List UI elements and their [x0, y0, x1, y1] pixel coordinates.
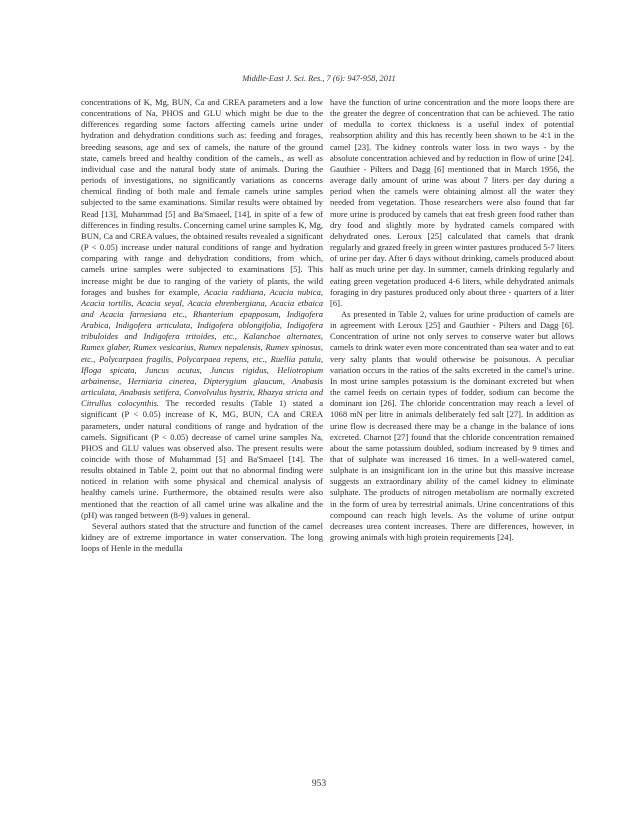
right-column — [330, 97, 574, 543]
left-paragraph-2: Several authors stated that the structure and function of the camel kidney are of extreme importance in water conservation. The long loops of Henle in the medulla — [81, 520, 323, 554]
right-paragraph-2: As presented in Table 2, values for urine production of camels are in agreement with Leroux [25] and Gauthier - Pilters and Dagg [6]. Concentration of urine not only serves to conserve water but allows camels to drink water even more concentrated than sea water and to eat very salty plants that would otherwise be poisonous. A peculiar variation occurs in the ratios of the salts excreted in the camel's urine. In most urine samples potassium is the dominant excreted but when the camel feeds on certain types of fodder, sodium can become the dominant ion [26]. The chloride concentration may reach a level of 1068 mN per litre in animals deliberately fed salt [27]. In addition as urine flow is decreased there may be a change in the balance of ions excreted. Charnot [27] found that the chloride concentration remained about the same potassium doubled, sodium increased by 9 times and that of sulphate was increased 16 times. In a well-watered camel, sulphate is an insignificant ion in the urine but this massive increase suggests an extraordinary ability of the camel kidney to eliminate sulphate. The products of nitrogen metabolism are normally excreted in the form of urea by terrestrial animals. Urine concentrations of this compound can reach high levels. As the volume of urine output decreases urea content increases. There are differences, however, in growing animals with high protein requirements [24]. — [330, 308, 574, 543]
left-paragraph-1-text-b: The recorded results (Table 1) stated a significant (P < 0.05) increase of K, MG, BUN, CA and CREA parameters, under natural conditions of range and hydration of the camels. Significant (P < 0.05) decrease of camel urine samples Na, PHOS and GLU values was observed also. The present results were coincide with those of Muhammad [5] and Ba'Smaeel [14]. The results obtained in Table 2, point out that no abnormal finding were noticed in relation with some physical and chemical analysis of healthy camels urine. Furthermore, the obtained results were also mentioned that the reaction of all camel urine was alkaline and the (pH) was ranged between (8-9) values in general. — [81, 398, 323, 520]
page-number: 953 — [311, 779, 327, 789]
running-header: Middle-East J. Sci. Res., 7 (6): 947-958, 2011 — [242, 74, 396, 83]
plant-species-list: Acacia raddiana, Acacia nubica, Acacia tortilis, Acacia seyal, Acacia ehrenbergiana, Acacia etbaica and Acacia farnesiana etc., Rhanterium epapposum, Indigofera Arabica, Indigofera articulata, Indigofera oblongifolia, Indigofera tribuloides and Indigofera tritoides, etc., Kalanchoe alternates, Rumex glaber, Rumex vesicarius, Rumex nepalensis, Rumex spinosus, etc., Polycarpaea fragilis, Polycarpaea repens, etc., Ruellia patula, Ifloga spicata, Juncus acutus, Juncus rigidus, Heliotropium arbainense, Herniaria cinerea, Dipterygium glaucum, Anabasis articulata, Anabasis setifera, Convolvulus hystrix, Rhazya stricta and Citrullus colocynthis. — [81, 286, 323, 409]
left-column — [81, 97, 323, 554]
right-paragraph-1: have the function of urine concentration and the more loops there are the greater the degree of concentration that can be achieved. The ratio of medulla to cortex thickness is a useful index of potential reabsorption ability and this has recently been shown to be 4:1 in the camel [23]. The kidney controls water loss in two ways - by the absolute concentration achieved and by reduction in flow of urine [24]. Gauthier - Pilters and Dagg [6] mentioned that in March 1956, the average daily amount of urine was about 7 liters per day during a period when the camels were obtaining almost all the water they needed from vegetation. Those researchers were also found that far more urine is produced by camels that eat fresh green food rather than dry food and slightly more by hydrated camels compared with dehydrated ones. Leroux [25] calculated that camels that drank regularly and grazed freely in green winter pastures produced 5-7 liters of urine per day. After 6 days without drinking, camels produced about half as much urine per day. In summer, camels drinking regularly and eating green vegetation produced 4-6 liters, while dehydrated animals foraging in dry pastures produced only about three - quarters of a liter [6]. — [330, 97, 574, 308]
left-paragraph-1-text-a: concentrations of K, Mg, BUN, Ca and CREA parameters and a low concentrations of Na, PHOS and GLU which might be due to the differences regarding some factors affecting camels urine under hydration and dehydration conditions such as: feeding and forages, breeding seasons, age and sex of camels, the nature of the ground state, camels breed and healthy condition of the camels., as well as individual case and the natural body state of animals. During the periods of investigations, no significantly variations as concerns chemical finding of both male and female camels urine samples subjected to the same examinations. Similar results were obtained by Read [13], Muhammad [5] and Ba'Smaeel, [14], in spite of a few of differences in finding results. Concerning camel urine samples K, Mg, BUN, Ca and CREA values, the obtained results revealed a significant (P < 0.05) increase under natural conditions of range and hydration comparing with range and dehydration conditions, from which, camels urine samples were subjected to examinations [5]. This increase might be due to ranging of the variety of plants, the wild forages and bushes for example, — [81, 97, 323, 297]
left-paragraph-1 — [81, 97, 323, 521]
